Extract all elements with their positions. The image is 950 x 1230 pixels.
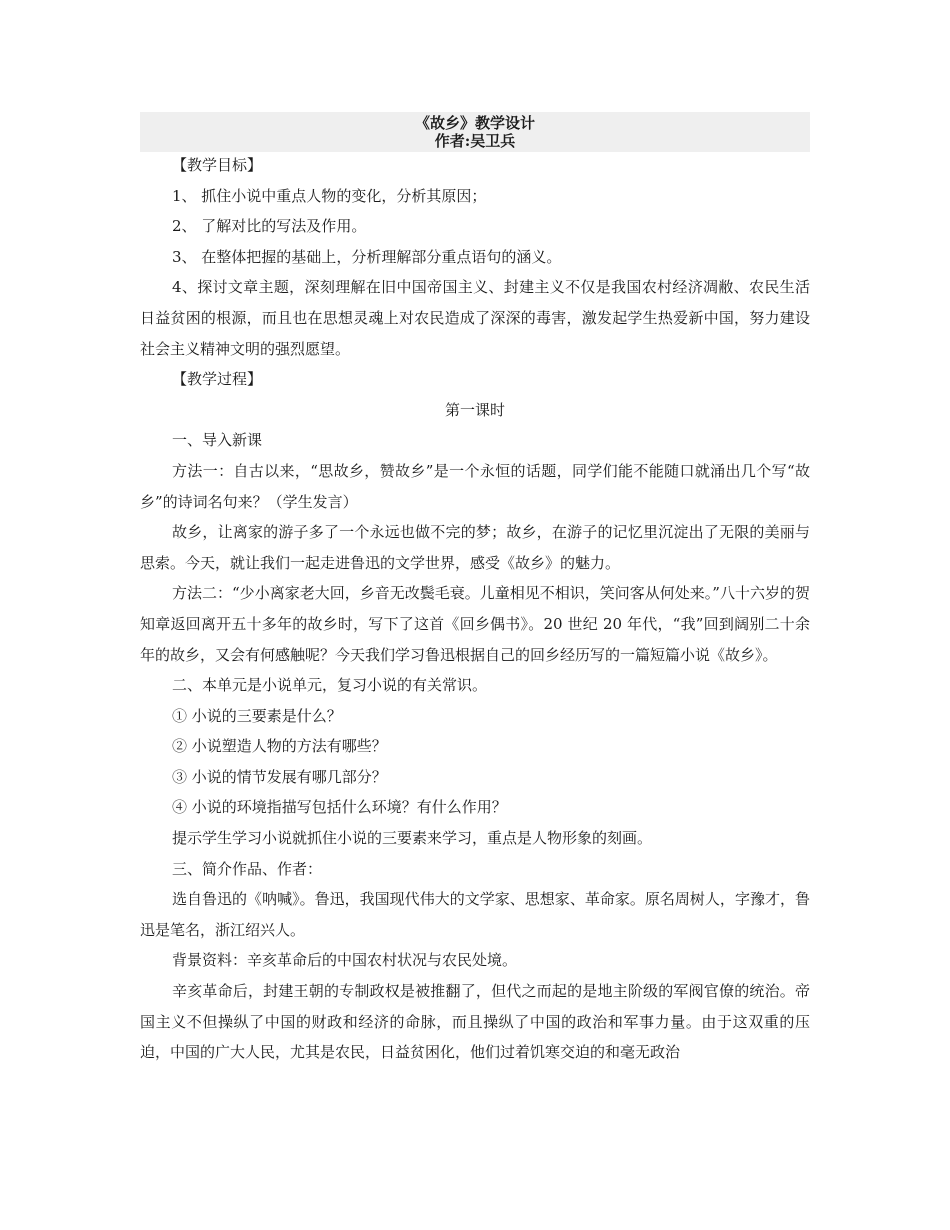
question-item: ① 小说的三要素是什么？ <box>172 706 342 725</box>
document-author: 作者:吴卫兵 <box>434 132 516 150</box>
body-text <box>140 150 810 1068</box>
paragraph: 提示学生学习小说就抓住小说的三要素来学习，重点是人物形象的刻画。 <box>172 829 653 848</box>
section-heading-objectives: 【教学目标】 <box>172 156 263 174</box>
section-heading-process: 【教学过程】 <box>172 370 263 389</box>
question-item: ④ 小说的环境指描写包括什么环境？有什么作用？ <box>172 798 507 817</box>
question-item: ② 小说塑造人物的方法有哪些？ <box>172 737 387 756</box>
objective-item: 3、 在整体把握的基础上，分析理解部分重点语句的涵义。 <box>172 247 562 266</box>
paragraph: 方法二：“少小离家老大回，乡音无改鬓毛衰。儿童相见不相识，笑问客从何处来。”八十六岁的贺知章返回离开五十多年的故乡时，写下了这首《回乡偶书》。20 世纪 20 年代，“我”回到阔别二十余年的故乡，又会有何感触呢？今天我们学习鲁迅根据自己的回乡经历写的一篇短篇小说《故乡》。 <box>140 584 810 664</box>
subsection-heading: 二、本单元是小说单元，复习小说的有关常识。 <box>172 676 488 695</box>
subsection-heading: 三、简介作品、作者： <box>172 859 323 878</box>
question-item: ③ 小说的情节发展有哪几部分？ <box>172 767 387 786</box>
objective-item: 4、探讨文章主题，深刻理解在旧中国帝国主义、封建主义不仅是我国农村经济凋敝、农民生活日益贫困的根源，而且也在思想灵魂上对农民造成了深深的毒害，激发起学生热爱新中国，努力建设社会主义精神文明的强烈愿望。 <box>140 278 810 358</box>
lesson-heading: 第一课时 <box>444 400 505 419</box>
paragraph: 辛亥革命后，封建王朝的专制政权是被推翻了，但代之而起的是地主阶级的军阀官僚的统治。帝国主义不但操纵了中国的财政和经济的命脉，而且操纵了中国的政治和军事力量。由于这双重的压迫，中国的广大人民，尤其是农民，日益贫困化，他们过着饥寒交迫的和毫无政治 <box>140 982 810 1062</box>
paragraph: 选自鲁迅的《呐喊》。鲁迅，我国现代伟大的文学家、思想家、革命家。原名周树人，字豫才，鲁迅是笔名，浙江绍兴人。 <box>140 890 810 939</box>
paragraph: 故乡，让离家的游子多了一个永远也做不完的梦；故乡，在游子的记忆里沉淀出了无限的美丽与思索。今天，就让我们一起走进鲁迅的文学世界，感受《故乡》的魅力。 <box>140 523 810 572</box>
paragraph: 背景资料：辛亥革命后的中国农村状况与农民处境。 <box>172 951 518 970</box>
document-title: 《故乡》教学设计 <box>414 114 535 132</box>
title-block <box>140 112 810 152</box>
subsection-heading: 一、导入新课 <box>172 431 263 450</box>
objective-item: 1、 抓住小说中重点人物的变化，分析其原因； <box>172 186 487 205</box>
paragraph: 方法一：自古以来，“思故乡，赞故乡”是一个永恒的话题，同学们能不能随口就涌出几个写“故乡”的诗词名句来？（学生发言） <box>140 461 810 511</box>
objective-item: 2、 了解对比的写法及作用。 <box>172 217 367 236</box>
